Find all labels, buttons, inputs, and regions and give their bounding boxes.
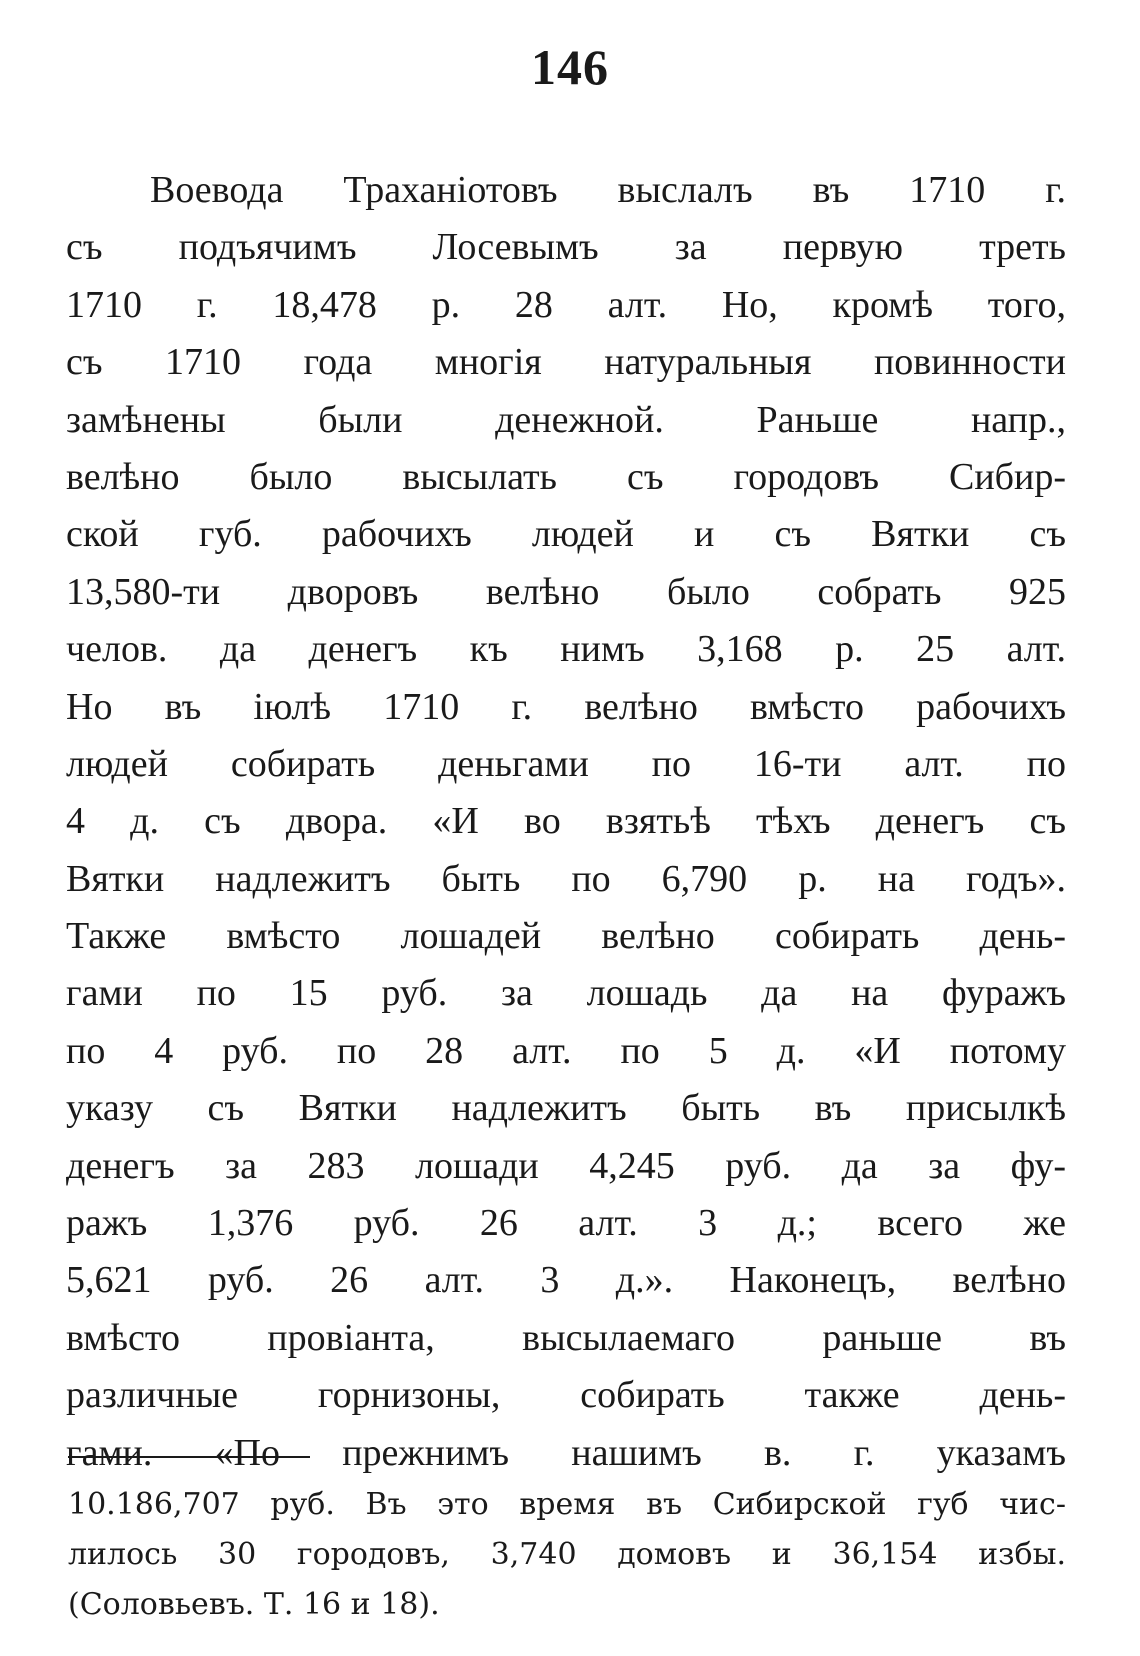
footnote-divider xyxy=(68,1456,310,1458)
text-line: съ подъячимъ Лосевымъ за первую треть xyxy=(66,226,1066,269)
text-line: людей собирать деньгами по 16-ти алт. по xyxy=(66,742,1066,785)
text-line: по 4 руб. по 28 алт. по 5 д. «И потому xyxy=(66,1029,1066,1072)
text-line: Но въ іюлѣ 1710 г. велѣно вмѣсто рабочихъ xyxy=(66,685,1066,728)
text-line: гами. «По прежнимъ нашимъ в. г. указамъ xyxy=(66,1431,1066,1474)
text-line: Воевода Траханіотовъ выслалъ въ 1710 г. xyxy=(150,169,1066,211)
footnote xyxy=(68,1480,1066,1630)
footnote-line: 10.186,707 руб. Въ это время въ Сибирской губ чис- xyxy=(68,1487,1066,1522)
text-line: ражъ 1,376 руб. 26 алт. 3 д.; всего же xyxy=(66,1202,1066,1245)
page-number: 146 xyxy=(531,39,609,95)
text-line: вмѣсто провіанта, высылаемаго раньше въ xyxy=(66,1316,1066,1359)
text-line: 13,580-ти дворовъ велѣно было собрать 925 xyxy=(66,570,1066,613)
text-line: челов. да денегъ къ нимъ 3,168 р. 25 алт. xyxy=(66,628,1066,671)
text-line: Вятки надлежитъ быть по 6,790 р. на годъ». xyxy=(66,857,1066,900)
text-line: съ 1710 года многія натуральныя повинности xyxy=(66,341,1066,384)
text-line: 1710 г. 18,478 р. 28 алт. Но, кромѣ того, xyxy=(66,283,1066,326)
text-line: различные горнизоны, собирать также день- xyxy=(66,1374,1066,1417)
text-line: 4 д. съ двора. «И во взятьѣ тѣхъ денегъ съ xyxy=(66,800,1066,843)
text-line: 5,621 руб. 26 алт. 3 д.». Наконецъ, велѣно xyxy=(66,1259,1066,1302)
text-line: ской губ. рабочихъ людей и съ Вятки съ xyxy=(66,513,1066,556)
text-line: Также вмѣсто лошадей велѣно собирать день- xyxy=(66,915,1066,958)
text-line: замѣнены были денежной. Раньше напр., xyxy=(66,398,1066,441)
text-line: денегъ за 283 лошади 4,245 руб. да за фу- xyxy=(66,1144,1066,1187)
body-text xyxy=(66,162,1066,1482)
text-line: гами по 15 руб. за лошадь да на фуражъ xyxy=(66,972,1066,1015)
footnote-line: (Соловьевъ. Т. 16 и 18). xyxy=(68,1587,440,1622)
text-line: велѣно было высылать съ городовъ Сибир- xyxy=(66,455,1066,498)
text-line: указу съ Вятки надлежитъ быть въ присылкѣ xyxy=(66,1087,1066,1130)
footnote-line: лилось 30 городовъ, 3,740 домовъ и 36,154 избы. xyxy=(68,1537,1066,1572)
